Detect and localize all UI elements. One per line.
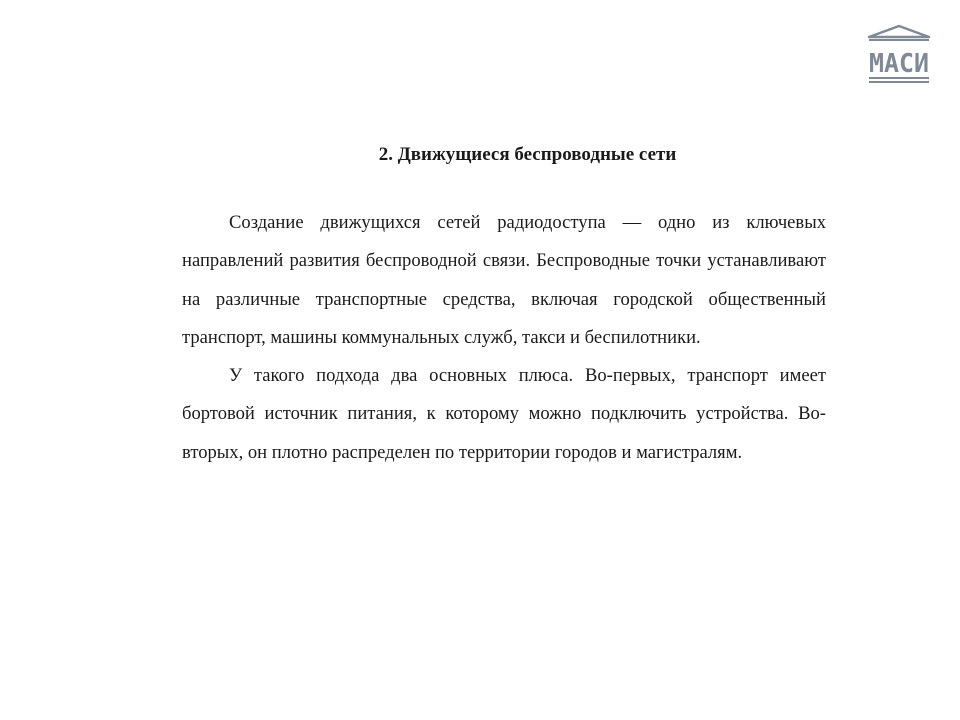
paragraph-1: Создание движущихся сетей радиодоступа — одно из ключевых направлений развития беспроводной связи. Беспроводные точки устанавливают на различные транспортные средства, включая городской общественный транспорт, машины коммунальных служб, такси и беспилотники. bbox=[182, 212, 826, 348]
slide-body bbox=[182, 204, 826, 472]
paragraph-2: У такого подхода два основных плюса. Во-первых, транспорт имеет бортовой источник питания, к которому можно подключить устройства. Во-вторых, он плотно распределен по территории городов и магистралям. bbox=[182, 365, 826, 463]
slide-title: 2. Движущиеся беспроводные сети bbox=[378, 144, 677, 165]
masi-logo-icon bbox=[866, 24, 932, 86]
svg-text:МАСИ: МАСИ bbox=[869, 49, 929, 79]
masi-logo bbox=[866, 24, 932, 86]
